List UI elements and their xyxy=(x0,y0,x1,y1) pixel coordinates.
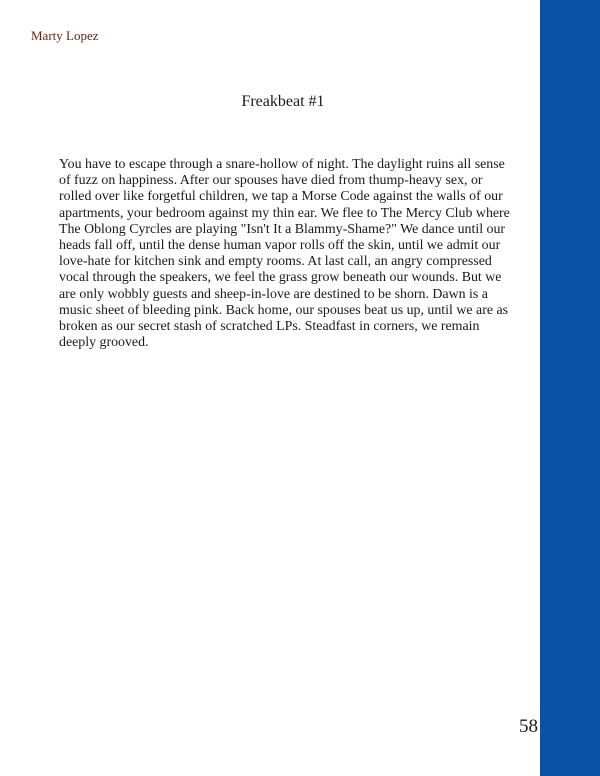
author-name: Marty Lopez xyxy=(31,28,99,43)
poem-title: Freakbeat #1 xyxy=(241,93,325,110)
poem-body: You have to escape through a snare-hollow of night. The daylight ruins all sense of fuzz on happiness. After our spouses have died from thump-heavy sex, or rolled over like forgetful children, we tap a Morse Code against the walls of our apartments, your bedroom against my thin ear. We flee to The Mercy Club where The Oblong Cyrcles are playing "Isn't It a Blammy-Shame?" We dance until our heads fall off, until the dense human vapor rolls off the skin, until we admit our love-hate for kitchen sink and empty rooms. At last call, an angry compressed vocal through the speakers, we feel the grass grow beneath our wounds. But we are only wobbly guests and sheep-in-love are destined to be shorn. Dawn is a music sheet of bleeding pink. Back home, our spouses beat us up, until we are as broken as our secret stash of scratched LPs. Steadfast in corners, we remain deeply grooved. xyxy=(59,157,510,351)
page-number: 58 xyxy=(519,716,538,737)
side-color-band xyxy=(540,0,600,776)
